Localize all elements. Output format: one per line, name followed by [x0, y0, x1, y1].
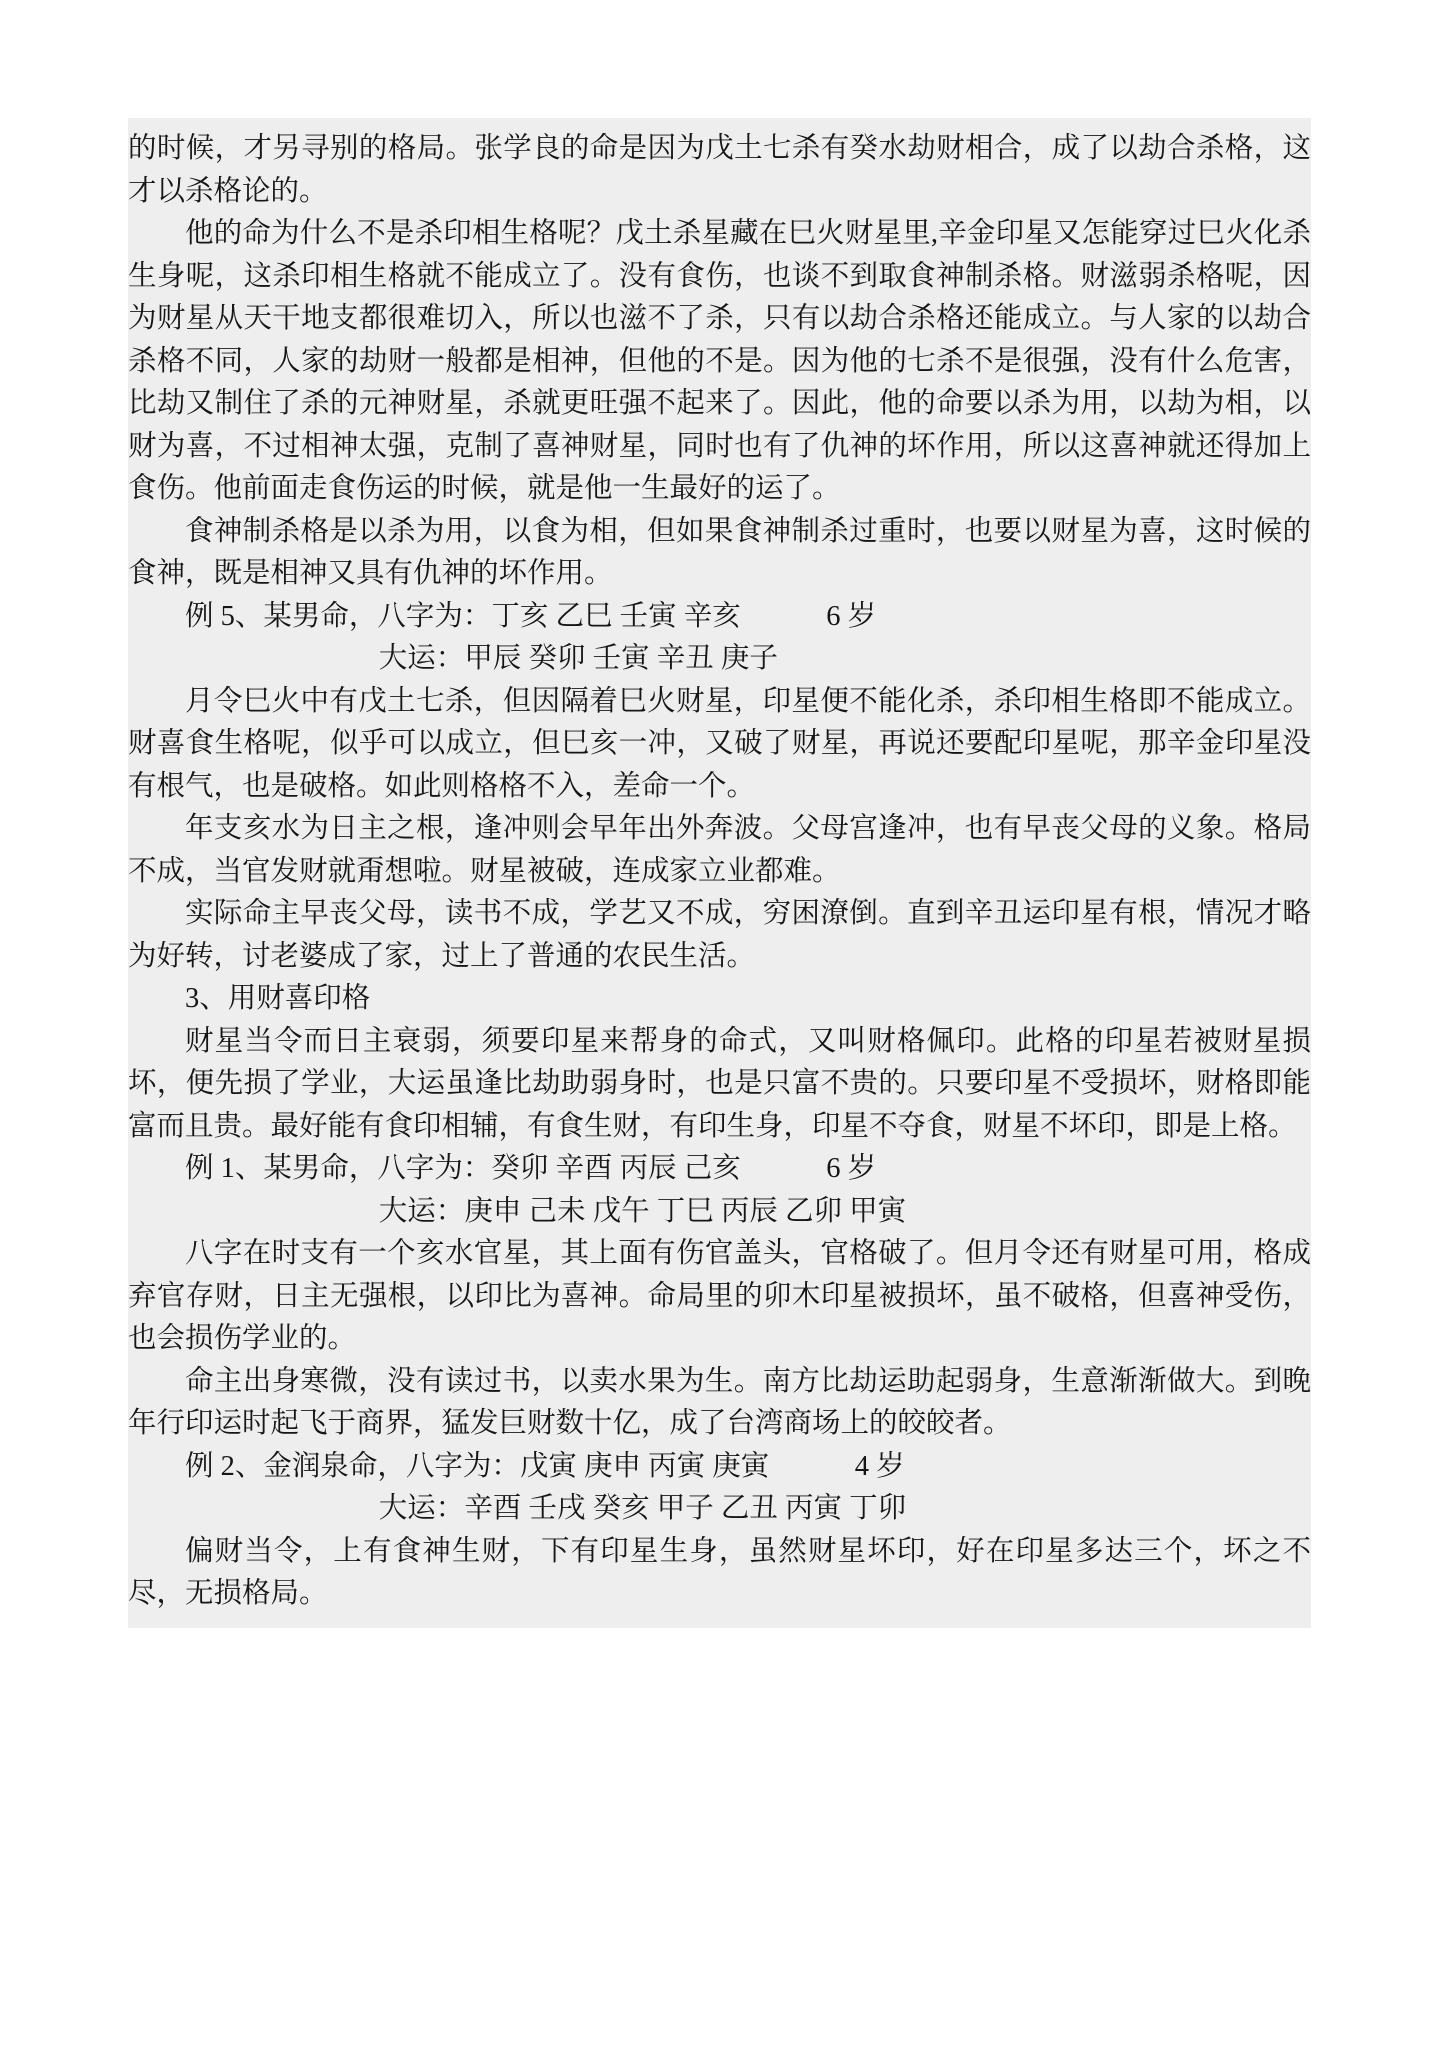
paragraph-continuation: 的时候，才另寻别的格局。张学良的命是因为戊土七杀有癸水劫财相合，成了以劫合杀格，这才以杀格论的。	[128, 133, 1311, 207]
section-heading: 3、用财喜印格	[185, 983, 371, 1014]
paragraph: 偏财当令，上有食神生财，下有印星生身，虽然财星坏印，好在印星多达三个，坏之不尽，无损格局。	[128, 1535, 1311, 1609]
luck-cycle-line	[128, 638, 1311, 681]
example-label: 例 5、某男命，八字为：	[185, 600, 492, 632]
luck-cycle-line	[128, 1488, 1311, 1531]
paragraph: 八字在时支有一个亥水官星，其上面有伤官盖头，官格破了。但月令还有财星可用，格成弃官存财，日主无强根，以印比为喜神。命局里的卯木印星被损坏，虽不破格，但喜神受伤，也会损伤学业的。	[128, 1238, 1311, 1354]
example-bazi: 戊寅 庚申 丙寅 庚寅	[519, 1450, 770, 1482]
paragraph: 他的命为什么不是杀印相生格呢？戊土杀星藏在巳火财星里,辛金印星又怎能穿过巳火化杀生身呢，这杀印相生格就不能成立了。没有食伤，也谈不到取食神制杀格。财滋弱杀格呢，因为财星从天干地支都很难切入，所以也滋不了杀，只有以劫合杀格还能成立。与人家的以劫合杀格不同，人家的劫财一般都是相神，但他的不是。因为他的七杀不是很强，没有什么危害，比劫又制住了杀的元神财星，杀就更旺强不起来了。因此，他的命要以杀为用，以劫为相，以财为喜，不过相神太强，克制了喜神财星，同时也有了仇神的坏作用，所以这喜神就还得加上食伤。他前面走食伤运的时候，就是他一生最好的运了。	[128, 218, 1311, 504]
paragraph: 食神制杀格是以杀为用，以食为相，但如果食神制杀过重时，也要以财星为喜，这时候的食神，既是相神又具有仇神的坏作用。	[128, 515, 1311, 589]
luck-pillars: 辛酉 壬戌 癸亥 甲子 乙丑 丙寅 丁卯	[464, 1493, 907, 1524]
example-bazi: 癸卯 辛酉 丙辰 己亥	[491, 1153, 741, 1184]
paragraph: 年支亥水为日主之根，逢冲则会早年出外奔波。父母宫逢冲，也有早丧父母的义象。格局不成，当官发财就甭想啦。财星被破，连成家立业都难。	[128, 813, 1311, 887]
example-label: 例 2、金润泉命，八字为：	[185, 1450, 520, 1482]
luck-pillars: 甲辰 癸卯 壬寅 辛丑 庚子	[464, 643, 778, 674]
example-heading-line	[128, 1148, 1311, 1191]
luck-pillars: 庚申 己未 戊午 丁巳 丙辰 乙卯 甲寅	[464, 1195, 907, 1227]
paragraph: 命主出身寒微，没有读过书，以卖水果为生。南方比劫运助起弱身，生意渐渐做大。到晚年行印运时起飞于商界，猛发巨财数十亿，成了台湾商场上的皎皎者。	[128, 1365, 1311, 1439]
example-label: 例 1、某男命，八字为：	[185, 1153, 492, 1184]
example-age: 4 岁	[854, 1450, 905, 1482]
luck-label: 大运：	[378, 1493, 465, 1524]
luck-label: 大运：	[378, 1195, 465, 1227]
example-age: 6 岁	[826, 1153, 877, 1184]
document-body	[128, 128, 1311, 1616]
document-text-block	[128, 118, 1311, 1628]
paragraph: 财星当令而日主衰弱，须要印星来帮身的命式，又叫财格佩印。此格的印星若被财星损坏，便先损了学业，大运虽逢比劫助弱身时，也是只富不贵的。只要印星不受损坏，财格即能富而且贵。最好能有食印相辅，有食生财，有印生身，印星不夺食，财星不坏印，即是上格。	[128, 1025, 1311, 1142]
example-heading-line	[128, 1446, 1311, 1489]
example-bazi: 丁亥 乙巳 壬寅 辛亥	[491, 600, 741, 632]
example-heading-line	[128, 596, 1311, 639]
luck-cycle-line	[128, 1191, 1311, 1234]
luck-label: 大运：	[378, 643, 465, 674]
paragraph: 月令巳火中有戊土七杀，但因隔着巳火财星，印星便不能化杀，杀印相生格即不能成立。财喜食生格呢，似乎可以成立，但巳亥一冲，又破了财星，再说还要配印星呢，那辛金印星没有根气，也是破格。如此则格格不入，差命一个。	[128, 685, 1311, 802]
paragraph: 实际命主早丧父母，读书不成，学艺又不成，穷困潦倒。直到辛丑运印星有根，情况才略为好转，讨老婆成了家，过上了普通的农民生活。	[128, 898, 1311, 972]
example-age: 6 岁	[826, 600, 877, 632]
